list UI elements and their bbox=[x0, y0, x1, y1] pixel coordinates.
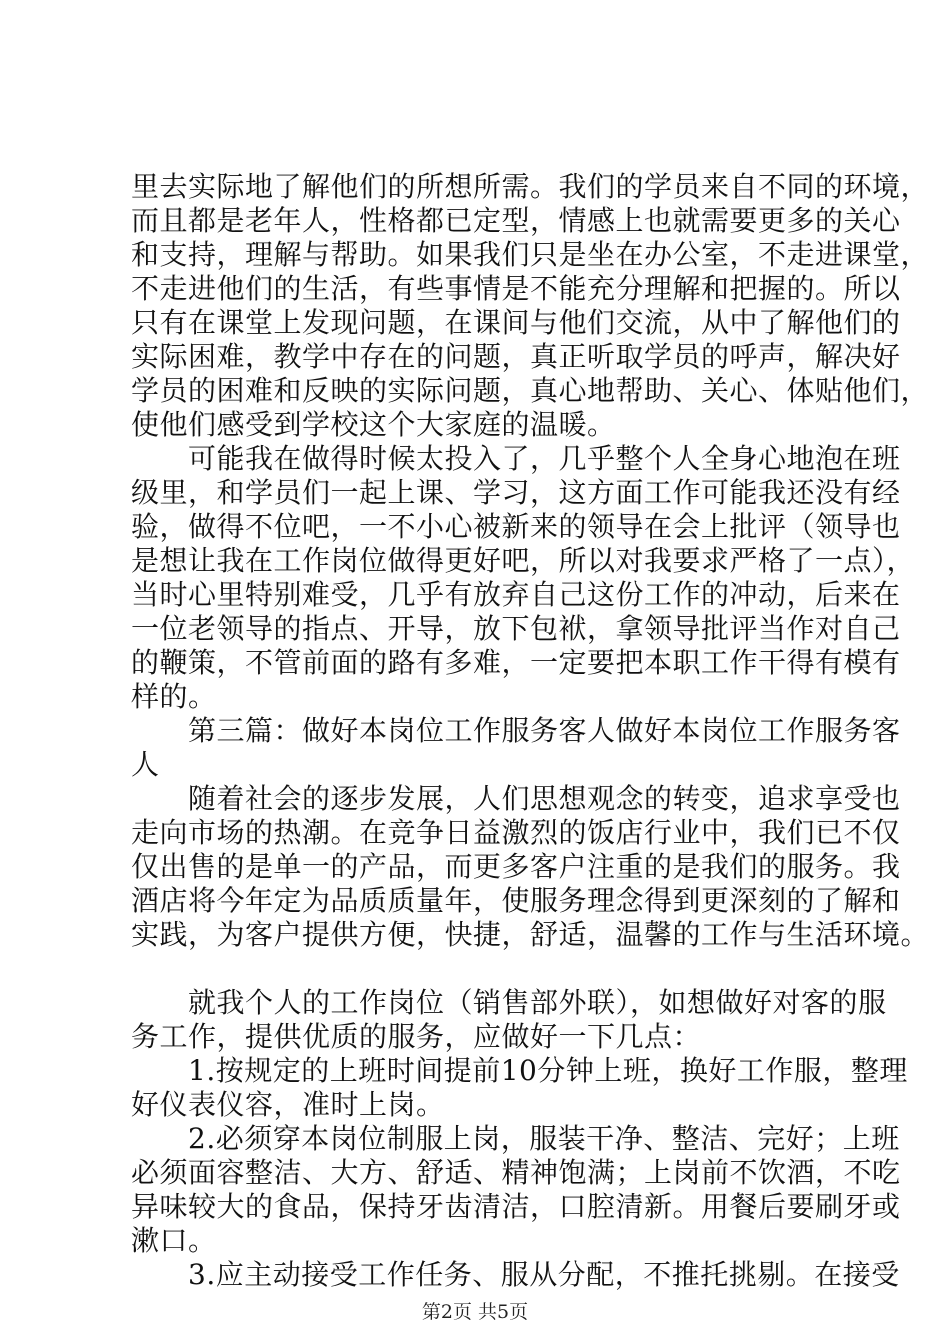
list-item: 2.必须穿本岗位制服上岗，服装干净、整洁、完好；上班 bbox=[131, 1122, 900, 1155]
text-line: 级里，和学员们一起上课、学习，这方面工作可能我还没有经 bbox=[131, 476, 901, 509]
text-line: 而且都是老年人，性格都已定型，情感上也就需要更多的关心 bbox=[131, 204, 901, 237]
text-line: 务工作，提供优质的服务，应做好一下几点： bbox=[131, 1020, 702, 1053]
text-line: 异味较大的食品，保持牙齿清洁，口腔清新。用餐后要刷牙或 bbox=[131, 1190, 901, 1223]
text-line: 当时心里特别难受，几乎有放弃自己这份工作的冲动，后来在 bbox=[131, 578, 901, 611]
text-line: 的鞭策，不管前面的路有多难，一定要把本职工作干得有模有 bbox=[131, 646, 901, 679]
text-line: 必须面容整洁、大方、舒适、精神饱满；上岗前不饮酒，不吃 bbox=[131, 1156, 901, 1189]
text-line: 可能我在做得时候太投入了，几乎整个人全身心地泡在班 bbox=[131, 442, 901, 475]
text-line: 好仪表仪容，准时上岗。 bbox=[131, 1088, 445, 1121]
section-heading: 第三篇：做好本岗位工作服务客人做好本岗位工作服务客 bbox=[131, 714, 901, 747]
text-line: 里去实际地了解他们的所想所需。我们的学员来自不同的环境， bbox=[131, 170, 930, 203]
text-line: 只有在课堂上发现问题，在课间与他们交流，从中了解他们的 bbox=[131, 306, 901, 339]
text-line: 一位老领导的指点、开导，放下包袱，拿领导批评当作对自己 bbox=[131, 612, 901, 645]
text-line: 随着社会的逐步发展，人们思想观念的转变，追求享受也 bbox=[131, 782, 901, 815]
list-item: 3.应主动接受工作任务、服从分配，不推托挑剔。在接受 bbox=[131, 1258, 900, 1291]
text-line: 样的。 bbox=[131, 680, 217, 713]
text-line: 漱口。 bbox=[131, 1224, 217, 1257]
list-item: 1.按规定的上班时间提前10分钟上班，换好工作服，整理 bbox=[131, 1054, 908, 1087]
text-line: 和支持，理解与帮助。如果我们只是坐在办公室，不走进课堂， bbox=[131, 238, 930, 271]
text-line: 学员的困难和反映的实际问题，真心地帮助、关心、体贴他们， bbox=[131, 374, 930, 407]
section-heading-continued: 人 bbox=[131, 748, 160, 781]
text-line: 就我个人的工作岗位（销售部外联），如想做好对客的服 bbox=[131, 986, 887, 1019]
text-line: 是想让我在工作岗位做得更好吧，所以对我要求严格了一点）， bbox=[131, 544, 916, 577]
text-line: 实际困难，教学中存在的问题，真正听取学员的呼声，解决好 bbox=[131, 340, 901, 373]
text-line: 不走进他们的生活，有些事情是不能充分理解和把握的。所以 bbox=[131, 272, 901, 305]
text-line: 验，做得不位吧，一不小心被新来的领导在会上批评（领导也 bbox=[131, 510, 901, 543]
text-line: 使他们感受到学校这个大家庭的温暖。 bbox=[131, 408, 616, 441]
text-line: 走向市场的热潮。在竞争日益激烈的饭店行业中，我们已不仅 bbox=[131, 816, 901, 849]
page-number-footer: 第2页 共5页 bbox=[421, 1301, 529, 1323]
text-line: 实践，为客户提供方便，快捷，舒适，温馨的工作与生活环境。 bbox=[131, 918, 930, 951]
text-line: 酒店将今年定为品质质量年，使服务理念得到更深刻的了解和 bbox=[131, 884, 901, 917]
text-line: 仅出售的是单一的产品，而更多客户注重的是我们的服务。我 bbox=[131, 850, 901, 883]
